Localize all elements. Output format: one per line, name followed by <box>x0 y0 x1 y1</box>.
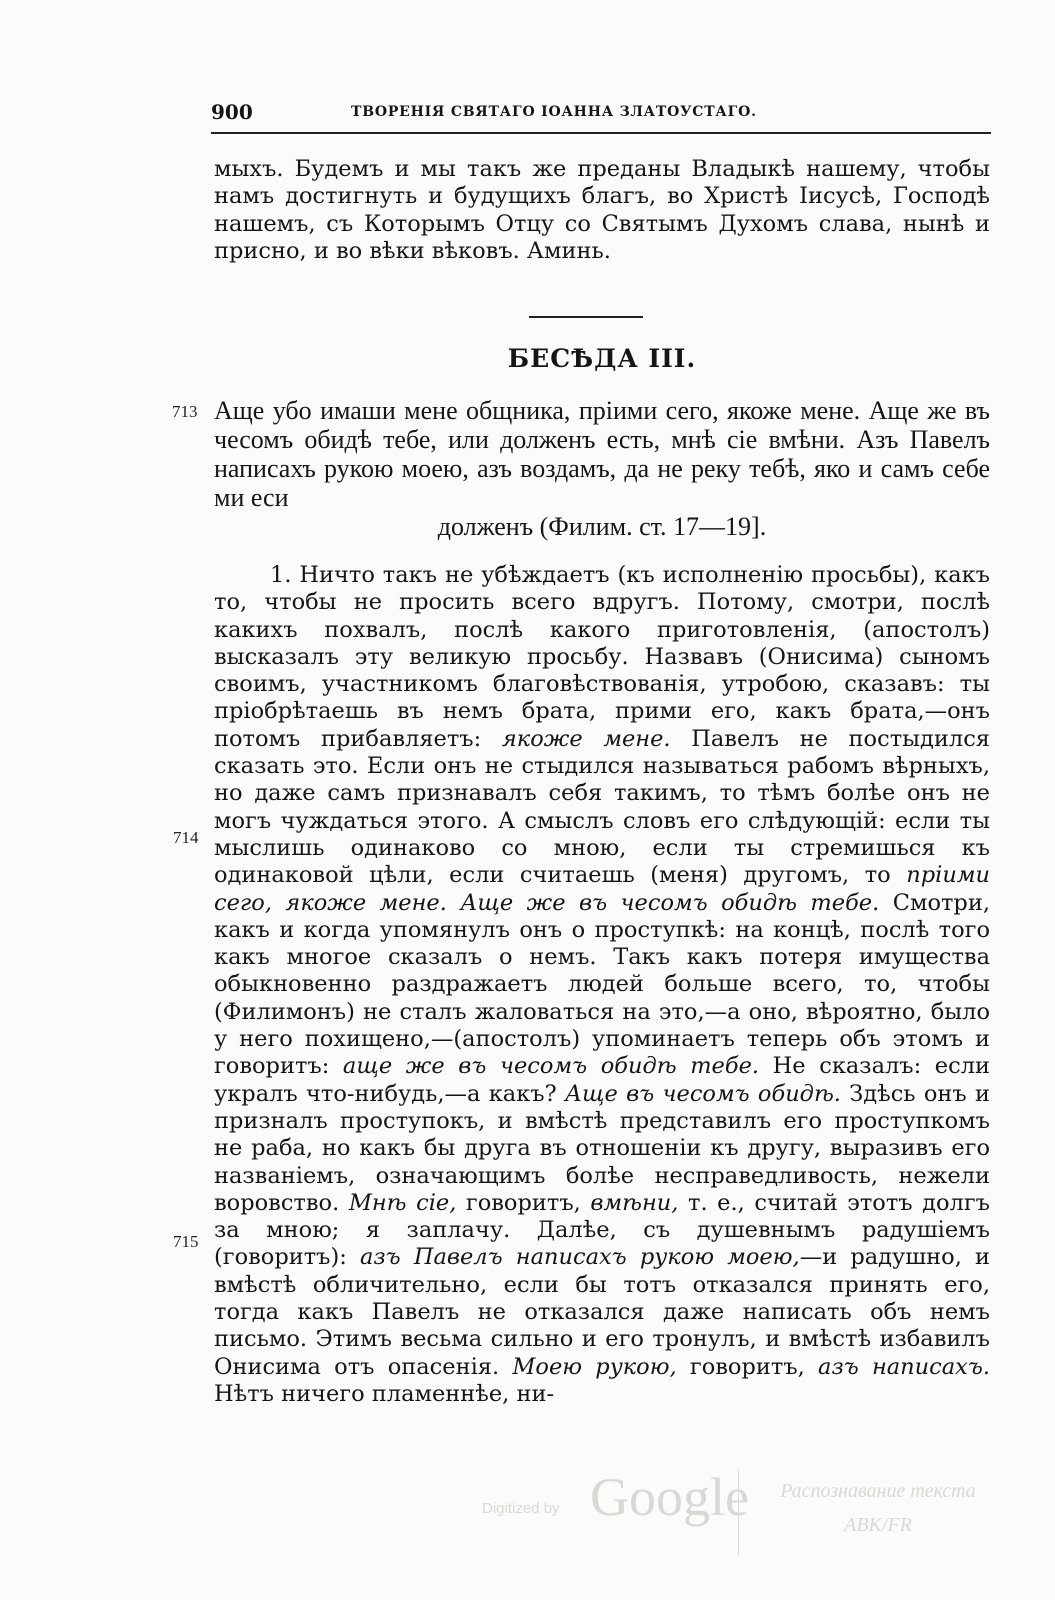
section-heading: БЕСѢДА III. <box>507 344 697 373</box>
commentary-text: Павелъ не постыдился сказать это. Если онъ не стыдился называться рабомъ вѣрныхъ, но даже самъ признавалъ себя такимъ, то тѣмъ болѣе онъ не могъ чуждаться этого. А смыслъ словъ его слѣдующій: если ты мыслишь одинаково со мною, если ты стремишься къ одинаковой цѣли, если считаешь (меня) другомъ, то <box>214 725 990 889</box>
commentary-text: говоритъ, <box>676 1353 819 1380</box>
quote-text: аще же въ чесомъ обидѣ тебе. <box>342 1053 760 1080</box>
quote-text: азъ написахъ. <box>818 1353 991 1380</box>
commentary-text: говоритъ, <box>456 1189 591 1216</box>
commentary-text: т. е., считай этотъ долгъ за мною; я заплачу. Далѣе, съ душевнымъ радушіемъ (говоритъ): <box>214 1189 990 1271</box>
commentary-text: Нѣтъ ничего пламеннѣе, ни- <box>214 1380 555 1407</box>
margin-number-715: 715 <box>173 1232 199 1251</box>
commentary-text: —и радушно, и вмѣстѣ обличительно, если бы тотъ отказался принять его, тогда какъ Павелъ не отказался даже написать объ немъ письмо. Этимъ весьма сильно и его тронулъ, и вмѣстѣ избавилъ Онисима отъ опасенія. <box>214 1244 990 1380</box>
page-header <box>211 98 991 134</box>
watermark-digitized-by: Digitized by <box>482 1500 560 1517</box>
quote-text: вмѣни, <box>590 1189 679 1216</box>
commentary-text: 1. Ничто такъ не убѣждаетъ (къ исполненію просьбы), какъ то, чтобы не просить всего вдругъ. Потому, смотри, послѣ какихъ похвалъ, послѣ какого приготовленія, (апостолъ) высказалъ эту великую просьбу. Назвавъ (Онисима) сыномъ своимъ, участникомъ благовѣствованія, утробою, сказавъ: ты пріобрѣтаешь въ немъ брата, прими его, какъ брата,—онъ потомъ прибавляетъ: <box>214 562 990 752</box>
quote-text: Мнѣ сіе, <box>348 1189 457 1216</box>
quote-text: пріими сего, якоже мене. Аще же въ чесомъ обидѣ тебе. <box>214 862 990 916</box>
page-number: 900 <box>211 100 253 124</box>
verse-reference-line: долженъ (Филим. ст. 17—19]. <box>437 512 767 541</box>
commentary-paragraph <box>214 562 990 1408</box>
watermark-google-logo: Google <box>590 1467 749 1527</box>
quote-text: азъ Павелъ написахъ рукою моею, <box>360 1244 800 1271</box>
margin-number-714: 714 <box>173 828 199 847</box>
intro-paragraph: мыхъ. Будемъ и мы такъ же преданы Владыкѣ нашему, чтобы намъ достигнуть и будущихъ благъ, во Христѣ Іисусѣ, Господѣ нашемъ, съ Которымъ Отцу со Святымъ Духомъ слава, нынѣ и присно, и во вѣки вѣковъ. Аминь. <box>214 156 990 264</box>
running-title: ТВОРЕНІЯ СВЯТАГО ІОАННА ЗЛАТОУСТАГО. <box>351 104 757 120</box>
commentary-text: Не сказалъ: если укралъ что-нибудь,—а какъ? <box>214 1053 990 1107</box>
quote-text: Аще въ чесомъ обидѣ. <box>564 1080 841 1107</box>
margin-number-713: 713 <box>172 402 198 421</box>
commentary-text: Здѣсь онъ и призналъ проступокъ, и вмѣстѣ представилъ его проступкомъ не раба, но какъ бы друга въ отношеніи къ другу, выразивъ его названіемъ, означающимъ болѣе несправедливость, нежели воровство. <box>214 1080 990 1216</box>
watermark-recognition <box>748 1474 1008 1564</box>
quote-text: якоже мене. <box>501 725 671 752</box>
watermark-separator <box>738 1470 739 1556</box>
section-divider <box>529 316 643 318</box>
verse-text: Аще убо имаши мене общника, пріими сего, якоже мене. Аще же въ чесомъ обидѣ тебе, или долженъ есть, мнѣ сіе вмѣни. Азъ Павелъ написахъ рукою моею, азъ воздамъ, да не реку тебѣ, яко и самъ себе ми еси <box>214 396 990 512</box>
quote-text: Моею рукою, <box>512 1353 677 1380</box>
commentary-text: Смотри, какъ и когда упомянулъ онъ о проступкѣ: на концѣ, послѣ того какъ многое сказалъ о немъ. Такъ какъ потеря имущества обыкновенно раздражаетъ людей больше всего, то, чтобы (Филимонъ) не сталъ жаловаться на это,—а оно, вѣроятно, было у него похищено,—(апостолъ) упоминаетъ теперь объ этомъ и говоритъ: <box>214 889 990 1080</box>
watermark-recognition-line1: Распознавание текста <box>780 1480 976 1502</box>
watermark-recognition-line2: ABK/FR <box>844 1514 912 1536</box>
scripture-verse <box>214 396 990 541</box>
